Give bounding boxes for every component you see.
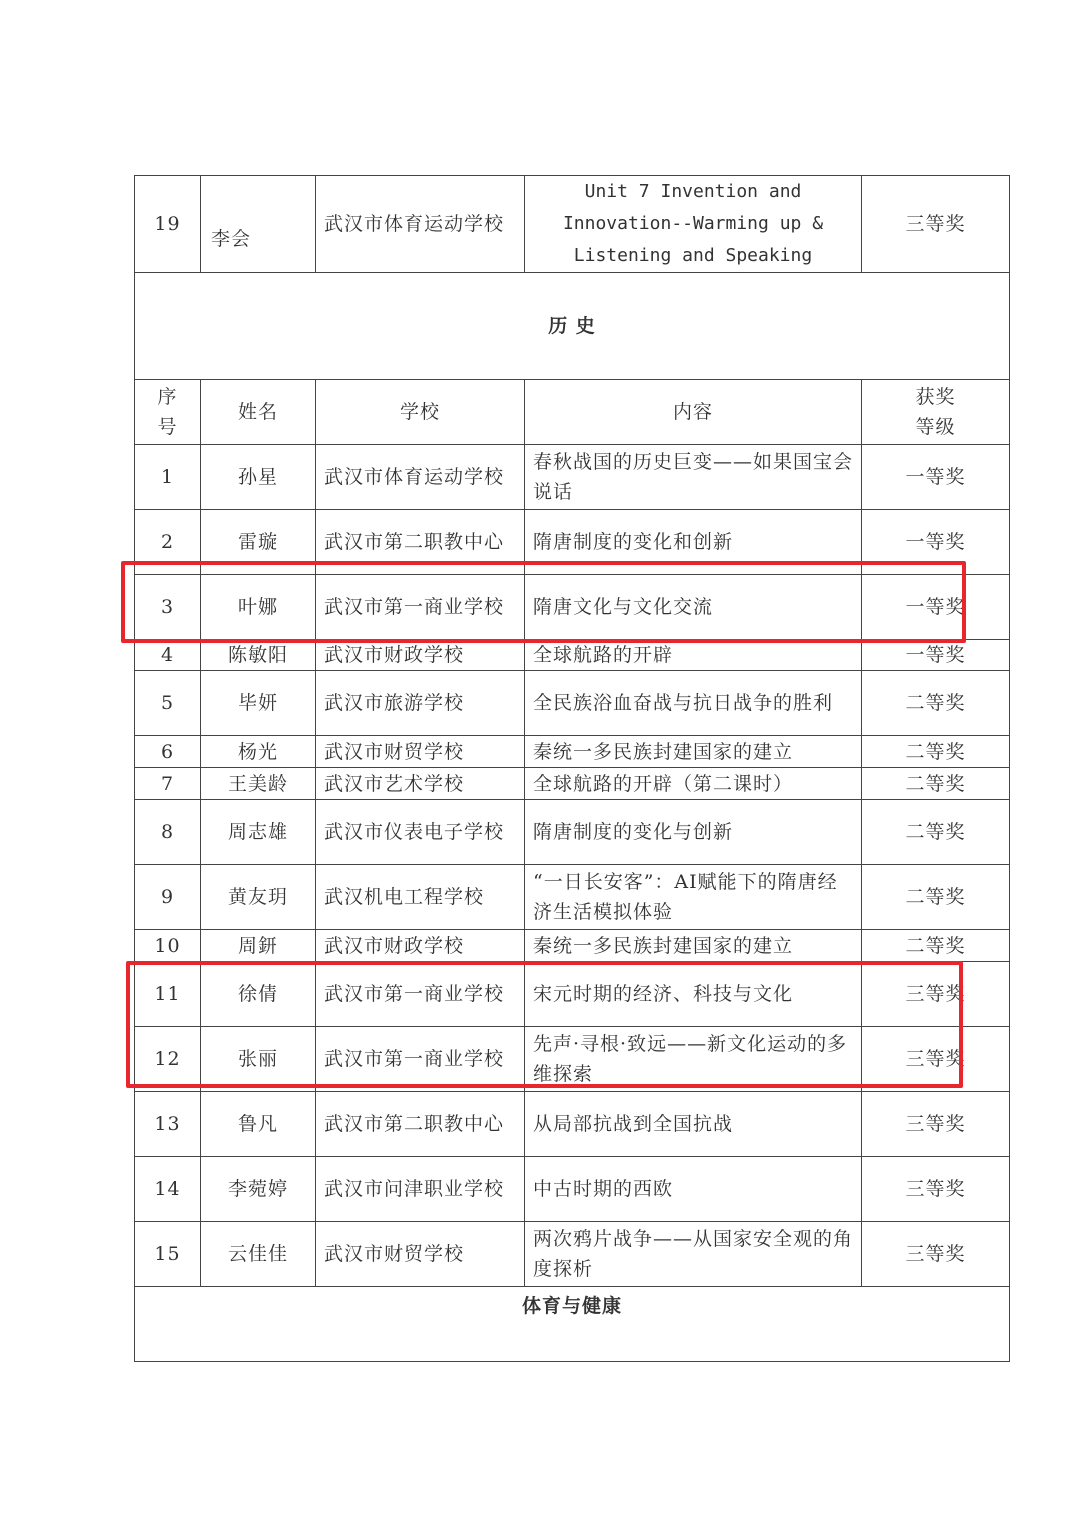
row-school: 武汉市第二职教中心 — [316, 1092, 525, 1157]
row-content: 隋唐文化与文化交流 — [525, 575, 862, 640]
section-title-pe: 体育与健康 — [135, 1287, 1010, 1362]
row-number: 2 — [135, 510, 201, 575]
row-name: 李会 — [201, 176, 316, 273]
row-award: 二等奖 — [862, 865, 1010, 930]
row-award: 二等奖 — [862, 671, 1010, 736]
row-name: 李菀婷 — [201, 1157, 316, 1222]
row-school: 武汉市财政学校 — [316, 640, 525, 671]
table-row — [135, 1222, 1010, 1287]
row-number: 13 — [135, 1092, 201, 1157]
content-line: Unit 7 Invention and — [584, 181, 802, 202]
row-name: 孙星 — [201, 445, 316, 510]
row-name: 云佳佳 — [201, 1222, 316, 1287]
row-school: 武汉市第二职教中心 — [316, 510, 525, 575]
row-number: 4 — [135, 640, 201, 671]
table-row — [135, 865, 1010, 930]
row-name: 王美龄 — [201, 768, 316, 800]
row-number: 12 — [135, 1027, 201, 1092]
row-school: 武汉市第一商业学校 — [316, 962, 525, 1027]
header-name: 姓名 — [201, 380, 316, 445]
content-line: Innovation--Warming up & — [562, 213, 824, 234]
row-content: 宋元时期的经济、科技与文化 — [525, 962, 862, 1027]
row-award: 一等奖 — [862, 445, 1010, 510]
row-content: 隋唐制度的变化和创新 — [525, 510, 862, 575]
row-school: 武汉市体育运动学校 — [316, 176, 525, 273]
table-row — [135, 671, 1010, 736]
row-content: 春秋战国的历史巨变——如果国宝会说话 — [525, 445, 862, 510]
row-school: 武汉市旅游学校 — [316, 671, 525, 736]
row-school: 武汉市第一商业学校 — [316, 575, 525, 640]
row-award: 二等奖 — [862, 768, 1010, 800]
row-content — [525, 176, 862, 273]
header-row — [135, 380, 1010, 445]
row-number: 3 — [135, 575, 201, 640]
row-name: 周志雄 — [201, 800, 316, 865]
row-content: 从局部抗战到全国抗战 — [525, 1092, 862, 1157]
row-content: 中古时期的西欧 — [525, 1157, 862, 1222]
row-number: 11 — [135, 962, 201, 1027]
row-name: 黄友玥 — [201, 865, 316, 930]
table-row — [135, 768, 1010, 800]
table-row — [135, 1092, 1010, 1157]
row-award: 一等奖 — [862, 575, 1010, 640]
header-number — [135, 380, 201, 445]
row-award: 二等奖 — [862, 930, 1010, 962]
row-school: 武汉市财政学校 — [316, 930, 525, 962]
row-school: 武汉市问津职业学校 — [316, 1157, 525, 1222]
row-name: 鲁凡 — [201, 1092, 316, 1157]
header-content: 内容 — [525, 380, 862, 445]
row-content: 全球航路的开辟（第二课时） — [525, 768, 862, 800]
row-content: 秦统一多民族封建国家的建立 — [525, 736, 862, 768]
row-name: 陈敏阳 — [201, 640, 316, 671]
header-school: 学校 — [316, 380, 525, 445]
row-number: 10 — [135, 930, 201, 962]
row-school: 武汉市艺术学校 — [316, 768, 525, 800]
row-award: 三等奖 — [862, 176, 1010, 273]
header-award — [862, 380, 1010, 445]
row-award: 三等奖 — [862, 1092, 1010, 1157]
row-award: 一等奖 — [862, 510, 1010, 575]
content-line: Listening and Speaking — [573, 245, 813, 266]
table-row — [135, 800, 1010, 865]
table-row — [135, 510, 1010, 575]
row-number: 19 — [135, 176, 201, 273]
row-school: 武汉市第一商业学校 — [316, 1027, 525, 1092]
row-award: 一等奖 — [862, 640, 1010, 671]
table-row — [135, 445, 1010, 510]
row-content: 两次鸦片战争——从国家安全观的角度探析 — [525, 1222, 862, 1287]
row-number: 6 — [135, 736, 201, 768]
row-content: 全民族浴血奋战与抗日战争的胜利 — [525, 671, 862, 736]
row-name: 徐倩 — [201, 962, 316, 1027]
row-award: 二等奖 — [862, 800, 1010, 865]
header-number-line: 号 — [157, 416, 178, 438]
section-row — [135, 1287, 1010, 1362]
row-name: 杨光 — [201, 736, 316, 768]
row-content: 全球航路的开辟 — [525, 640, 862, 671]
row-content: 先声·寻根·致远——新文化运动的多维探索 — [525, 1027, 862, 1092]
row-number: 9 — [135, 865, 201, 930]
row-number: 5 — [135, 671, 201, 736]
row-name: 周鈃 — [201, 930, 316, 962]
row-school: 武汉市财贸学校 — [316, 736, 525, 768]
section-row — [135, 273, 1010, 380]
table-row — [135, 176, 1010, 273]
row-content: “一日长安客”：AI赋能下的隋唐经济生活模拟体验 — [525, 865, 862, 930]
row-award: 三等奖 — [862, 962, 1010, 1027]
row-content: 秦统一多民族封建国家的建立 — [525, 930, 862, 962]
row-number: 15 — [135, 1222, 201, 1287]
header-award-line: 获奖 — [915, 386, 956, 408]
table-row — [135, 962, 1010, 1027]
row-name: 雷璇 — [201, 510, 316, 575]
row-award: 三等奖 — [862, 1027, 1010, 1092]
row-number: 8 — [135, 800, 201, 865]
table-row — [135, 575, 1010, 640]
row-content: 隋唐制度的变化与创新 — [525, 800, 862, 865]
history-rows — [135, 445, 1010, 1287]
table-row — [135, 736, 1010, 768]
table-row — [135, 1027, 1010, 1092]
table-row — [135, 1157, 1010, 1222]
award-table — [134, 175, 1010, 1362]
header-award-line: 等级 — [915, 416, 956, 438]
row-award: 三等奖 — [862, 1157, 1010, 1222]
row-number: 7 — [135, 768, 201, 800]
section-title-history: 历 史 — [135, 273, 1010, 380]
row-school: 武汉市体育运动学校 — [316, 445, 525, 510]
row-school: 武汉市财贸学校 — [316, 1222, 525, 1287]
table-row — [135, 640, 1010, 671]
row-award: 二等奖 — [862, 736, 1010, 768]
row-name: 叶娜 — [201, 575, 316, 640]
row-school: 武汉机电工程学校 — [316, 865, 525, 930]
row-school: 武汉市仪表电子学校 — [316, 800, 525, 865]
row-number: 1 — [135, 445, 201, 510]
table-row — [135, 930, 1010, 962]
row-number: 14 — [135, 1157, 201, 1222]
row-award: 三等奖 — [862, 1222, 1010, 1287]
row-name: 张丽 — [201, 1027, 316, 1092]
header-number-line: 序 — [157, 386, 178, 408]
row-name: 毕妍 — [201, 671, 316, 736]
